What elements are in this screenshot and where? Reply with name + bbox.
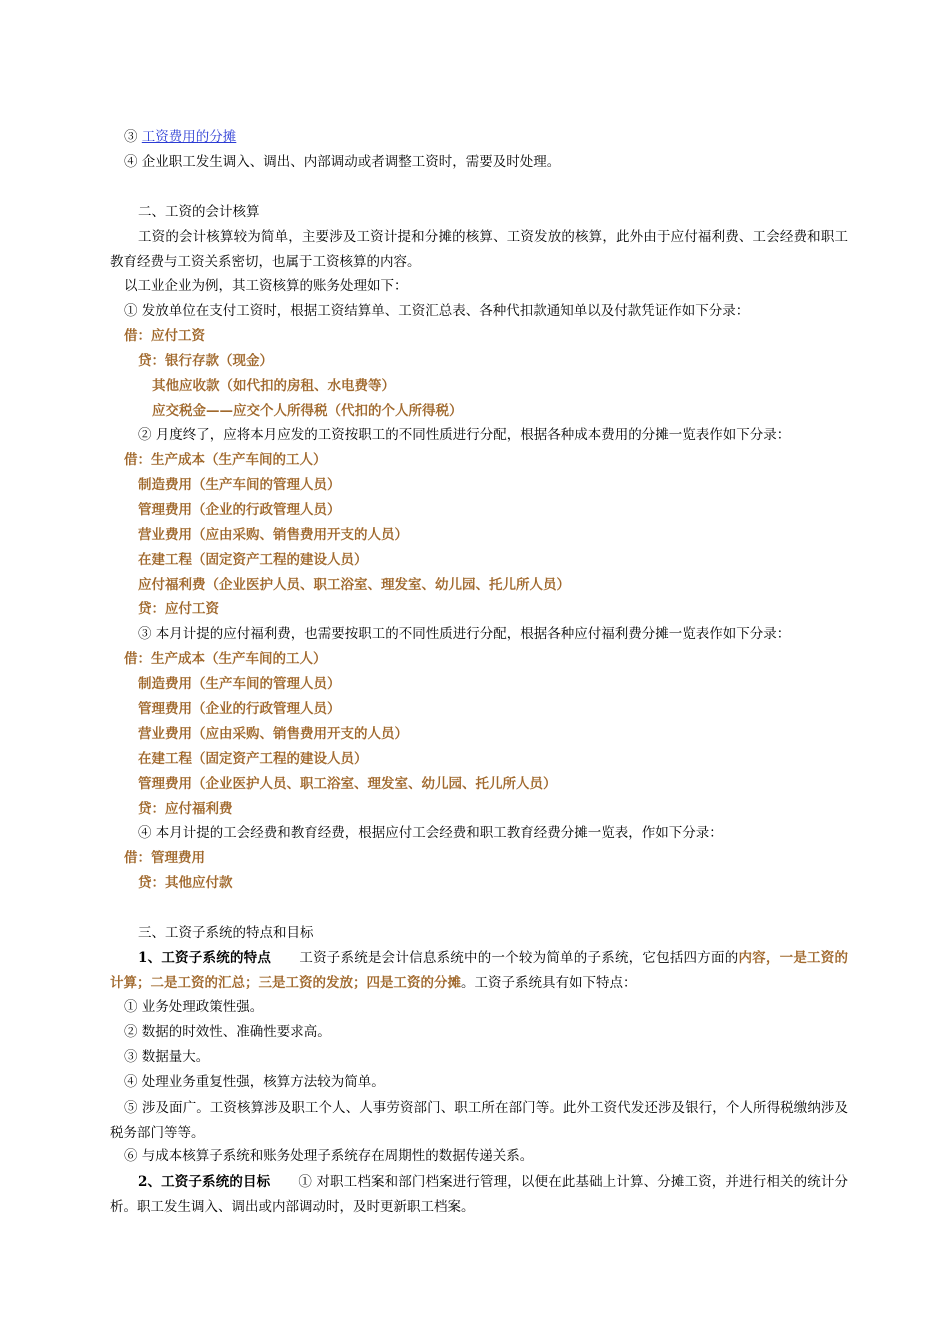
entry1-line: 其他应收款（如代扣的房租、水电费等） bbox=[152, 378, 395, 394]
feature-item: ⑥ 与成本核算子系统和账务处理子系统存在周期性的数据传递关系。 bbox=[124, 1148, 534, 1164]
section2-intro: 工资的会计核算较为简单，主要涉及工资计提和分摊的核算、工资发放的核算，此外由于应付福利费、工会经费和职工教育经费与工资关系密切，也属于工资核算的内容。 bbox=[110, 229, 848, 270]
entry1-line: 借：应付工资 bbox=[124, 328, 205, 344]
entry3-line: 营业费用（应由采购、销售费用开支的人员） bbox=[138, 726, 408, 742]
item-4: ④ 企业职工发生调入、调出、内部调动或者调整工资时，需要及时处理。 bbox=[124, 154, 561, 170]
entry2-line: 应付福利费（企业医护人员、职工浴室、理发室、幼儿园、托儿所人员） bbox=[138, 577, 570, 593]
entry1-line: 贷：银行存款（现金） bbox=[138, 353, 273, 369]
feature-item: ③ 数据量大。 bbox=[124, 1049, 210, 1065]
wage-allocation-link[interactable]: 工资费用的分摊 bbox=[141, 129, 237, 145]
step-4: ④ 本月计提的工会经费和教育经费，根据应付工会经费和职工教育经费分摊一览表，作如下分录： bbox=[138, 825, 723, 841]
feature-item: ① 业务处理政策性强。 bbox=[124, 999, 264, 1015]
entry2-line: 贷：应付工资 bbox=[138, 601, 219, 617]
entry2-line: 在建工程（固定资产工程的建设人员） bbox=[138, 552, 368, 568]
step-1: ① 发放单位在支付工资时，根据工资结算单、工资汇总表、各种代扣款通知单以及付款凭证作如下分录： bbox=[124, 303, 750, 319]
section2-heading: 二、工资的会计核算 bbox=[138, 204, 260, 220]
entry2-line: 借：生产成本（生产车间的工人） bbox=[124, 452, 327, 468]
section3-heading: 三、工资子系统的特点和目标 bbox=[138, 925, 314, 941]
entry2-line: 营业费用（应由采购、销售费用开支的人员） bbox=[138, 527, 408, 543]
entry2-line: 制造费用（生产车间的管理人员） bbox=[138, 477, 341, 493]
section2-example: 以工业企业为例，其工资核算的账务处理如下： bbox=[124, 278, 408, 294]
step-2: ② 月度终了，应将本月应发的工资按职工的不同性质进行分配，根据各种成本费用的分摊一览表作如下分录： bbox=[138, 427, 791, 443]
entry3-line: 管理费用（企业医护人员、职工浴室、理发室、幼儿园、托儿所人员） bbox=[138, 776, 557, 792]
goals-paragraph bbox=[110, 1170, 848, 1220]
goals-label: 2、工资子系统的目标 bbox=[138, 1174, 271, 1190]
item-3-number: ③ bbox=[124, 129, 138, 145]
entry2-line: 管理费用（企业的行政管理人员） bbox=[138, 502, 341, 518]
features-highlight: 内容，一是工资的计算；二是工资的汇总；三是工资的发放；四是工资的分摊 bbox=[110, 950, 849, 991]
entry3-line: 制造费用（生产车间的管理人员） bbox=[138, 676, 341, 692]
entry1-line: 应交税金——应交个人所得税（代扣的个人所得税） bbox=[152, 403, 463, 419]
features-label: 1、工资子系统的特点 bbox=[138, 950, 272, 966]
entry3-line: 管理费用（企业的行政管理人员） bbox=[138, 701, 341, 717]
goals-text: ① 对职工档案和部门档案进行管理，以便在此基础上计算、分摊工资，并进行相关的统计分析。职工发生调入、调出或内部调动时，及时更新职工档案。 bbox=[110, 1174, 848, 1215]
features-text: 工资子系统是会计信息系统中的一个较为简单的子系统，它包括四方面的 bbox=[299, 950, 739, 966]
feature-item: ② 数据的时效性、准确性要求高。 bbox=[124, 1024, 331, 1040]
feature-item: ⑤ 涉及面广。工资核算涉及职工个人、人事劳资部门、职工所在部门等。此外工资代发还涉及银行，个人所得税缴纳涉及税务部门等等。 bbox=[110, 1100, 848, 1141]
features-tail: 。工资子系统具有如下特点： bbox=[461, 974, 637, 991]
features-paragraph bbox=[110, 946, 848, 996]
entry3-line: 在建工程（固定资产工程的建设人员） bbox=[138, 751, 368, 767]
step-3: ③ 本月计提的应付福利费，也需要按职工的不同性质进行分配，根据各种应付福利费分摊一览表作如下分录： bbox=[138, 626, 791, 642]
feature-item: ④ 处理业务重复性强，核算方法较为简单。 bbox=[124, 1074, 385, 1090]
entry3-line: 借：生产成本（生产车间的工人） bbox=[124, 651, 327, 667]
entry4-line: 贷：其他应付款 bbox=[138, 875, 233, 891]
entry3-line: 贷：应付福利费 bbox=[138, 801, 233, 817]
entry4-line: 借：管理费用 bbox=[124, 850, 205, 866]
item-3 bbox=[124, 127, 236, 147]
